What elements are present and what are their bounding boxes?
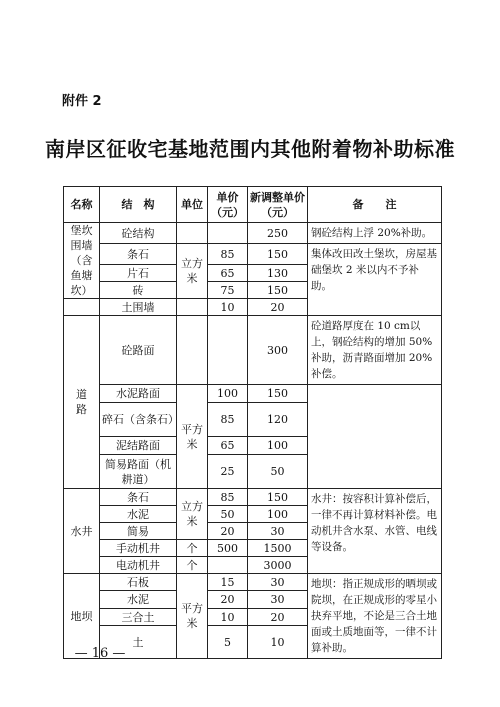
new-price-cell: 20 [248, 299, 308, 316]
structure-cell: 砼路面 [100, 316, 177, 385]
price-cell: 100 [208, 385, 248, 403]
new-price-cell: 3000 [248, 557, 308, 574]
header-name: 名称 [64, 187, 100, 223]
structure-cell: 简易路面（机耕道） [100, 455, 177, 489]
well-unit-each: 个 [177, 557, 208, 574]
structure-cell: 水泥路面 [100, 385, 177, 403]
table-row [64, 316, 442, 385]
table-row [64, 489, 442, 506]
price-cell: 85 [208, 403, 248, 437]
remark-cell [308, 385, 442, 489]
structure-cell: 手动机井 [100, 540, 177, 557]
price-cell: 65 [208, 265, 248, 282]
price-cell: 5 [208, 626, 248, 659]
new-price-cell: 30 [248, 523, 308, 540]
structure-cell: 电动机井 [100, 557, 177, 574]
price-cell: 50 [208, 506, 248, 523]
unit-cell [177, 223, 208, 244]
new-price-cell: 150 [248, 244, 308, 265]
well-note: 水井：按容积计算补偿后，一律不再计算材料补偿。电动机井含水泵、水管、电线等设备。 [308, 489, 442, 574]
price-cell [208, 316, 248, 385]
price-cell: 10 [208, 608, 248, 625]
road-note: 砼道路厚度在 10 cm以上，钢砼结构的增加 50%补助，沥青路面增加 20%补偿。 [308, 316, 442, 385]
new-price-cell: 1500 [248, 540, 308, 557]
structure-cell: 简易 [100, 523, 177, 540]
structure-cell: 土围墙 [100, 299, 177, 316]
attachment-label: 附件 2 [62, 94, 102, 109]
new-price-cell: 30 [248, 591, 308, 608]
table-row [64, 574, 442, 591]
structure-cell: 土 [100, 626, 177, 659]
header-new-price: 新调整单价（元） [248, 187, 308, 223]
header-remark: 备 注 [308, 187, 442, 223]
wall-category-continued [64, 299, 100, 316]
price-cell: 75 [208, 282, 248, 299]
price-cell: 65 [208, 437, 248, 455]
structure-cell: 水泥 [100, 591, 177, 608]
new-price-cell: 150 [248, 282, 308, 299]
new-price-cell: 10 [248, 626, 308, 659]
new-price-cell: 100 [248, 437, 308, 455]
header-price: 单价（元） [208, 187, 248, 223]
structure-cell: 条石 [100, 489, 177, 506]
subsidy-table [63, 186, 442, 659]
structure-cell: 砖 [100, 282, 177, 299]
price-cell: 10 [208, 299, 248, 316]
new-price-cell: 150 [248, 489, 308, 506]
structure-cell: 三合土 [100, 608, 177, 625]
new-price-cell: 120 [248, 403, 308, 437]
structure-cell: 砼结构 [100, 223, 177, 244]
wall-note-2: 集体改田改土堡坎，房屋基础堡坎 2 米以内不予补助。 [308, 244, 442, 316]
price-cell: 20 [208, 591, 248, 608]
structure-cell: 片石 [100, 265, 177, 282]
road-category: 道 路 [64, 316, 100, 489]
page-number: — 16 — [74, 646, 126, 661]
table-row [64, 385, 442, 403]
dam-category: 地坝 [64, 574, 100, 659]
wall-unit: 立方米 [177, 244, 208, 299]
structure-cell: 条石 [100, 244, 177, 265]
header-structure: 结 构 [100, 187, 177, 223]
wall-category: 堡坎围墙（含鱼塘坎） [64, 223, 100, 299]
dam-unit: 平方米 [177, 574, 208, 659]
price-cell: 25 [208, 455, 248, 489]
price-cell: 85 [208, 489, 248, 506]
new-price-cell: 300 [248, 316, 308, 385]
structure-cell: 水泥 [100, 506, 177, 523]
road-unit: 平方米 [177, 385, 208, 489]
well-unit-cubic: 立方米 [177, 489, 208, 540]
new-price-cell: 150 [248, 385, 308, 403]
structure-cell: 碎石（含条石） [100, 403, 177, 437]
unit-cell [177, 299, 208, 316]
new-price-cell: 20 [248, 608, 308, 625]
unit-cell [177, 316, 208, 385]
price-cell: 20 [208, 523, 248, 540]
price-cell [208, 223, 248, 244]
price-cell: 15 [208, 574, 248, 591]
page-title: 南岸区征收宅基地范围内其他附着物补助标准 [45, 137, 455, 161]
wall-note-1: 钢砼结构上浮 20%补助。 [308, 223, 442, 244]
structure-cell: 石板 [100, 574, 177, 591]
new-price-cell: 30 [248, 574, 308, 591]
table-row [64, 223, 442, 244]
header-unit: 单位 [177, 187, 208, 223]
table-row [64, 244, 442, 265]
price-cell [208, 557, 248, 574]
price-cell: 85 [208, 244, 248, 265]
structure-cell: 泥结路面 [100, 437, 177, 455]
well-category: 水井 [64, 489, 100, 574]
dam-note: 地坝：指正规成形的晒坝或院坝，在正规成形的零星小抉弃平地，不论是三合土地面或土质地面等，一律不计算补助。 [308, 574, 442, 659]
price-cell: 500 [208, 540, 248, 557]
new-price-cell: 130 [248, 265, 308, 282]
well-unit-each: 个 [177, 540, 208, 557]
table-header-row [64, 187, 442, 223]
new-price-cell: 100 [248, 506, 308, 523]
new-price-cell: 250 [248, 223, 308, 244]
new-price-cell: 50 [248, 455, 308, 489]
